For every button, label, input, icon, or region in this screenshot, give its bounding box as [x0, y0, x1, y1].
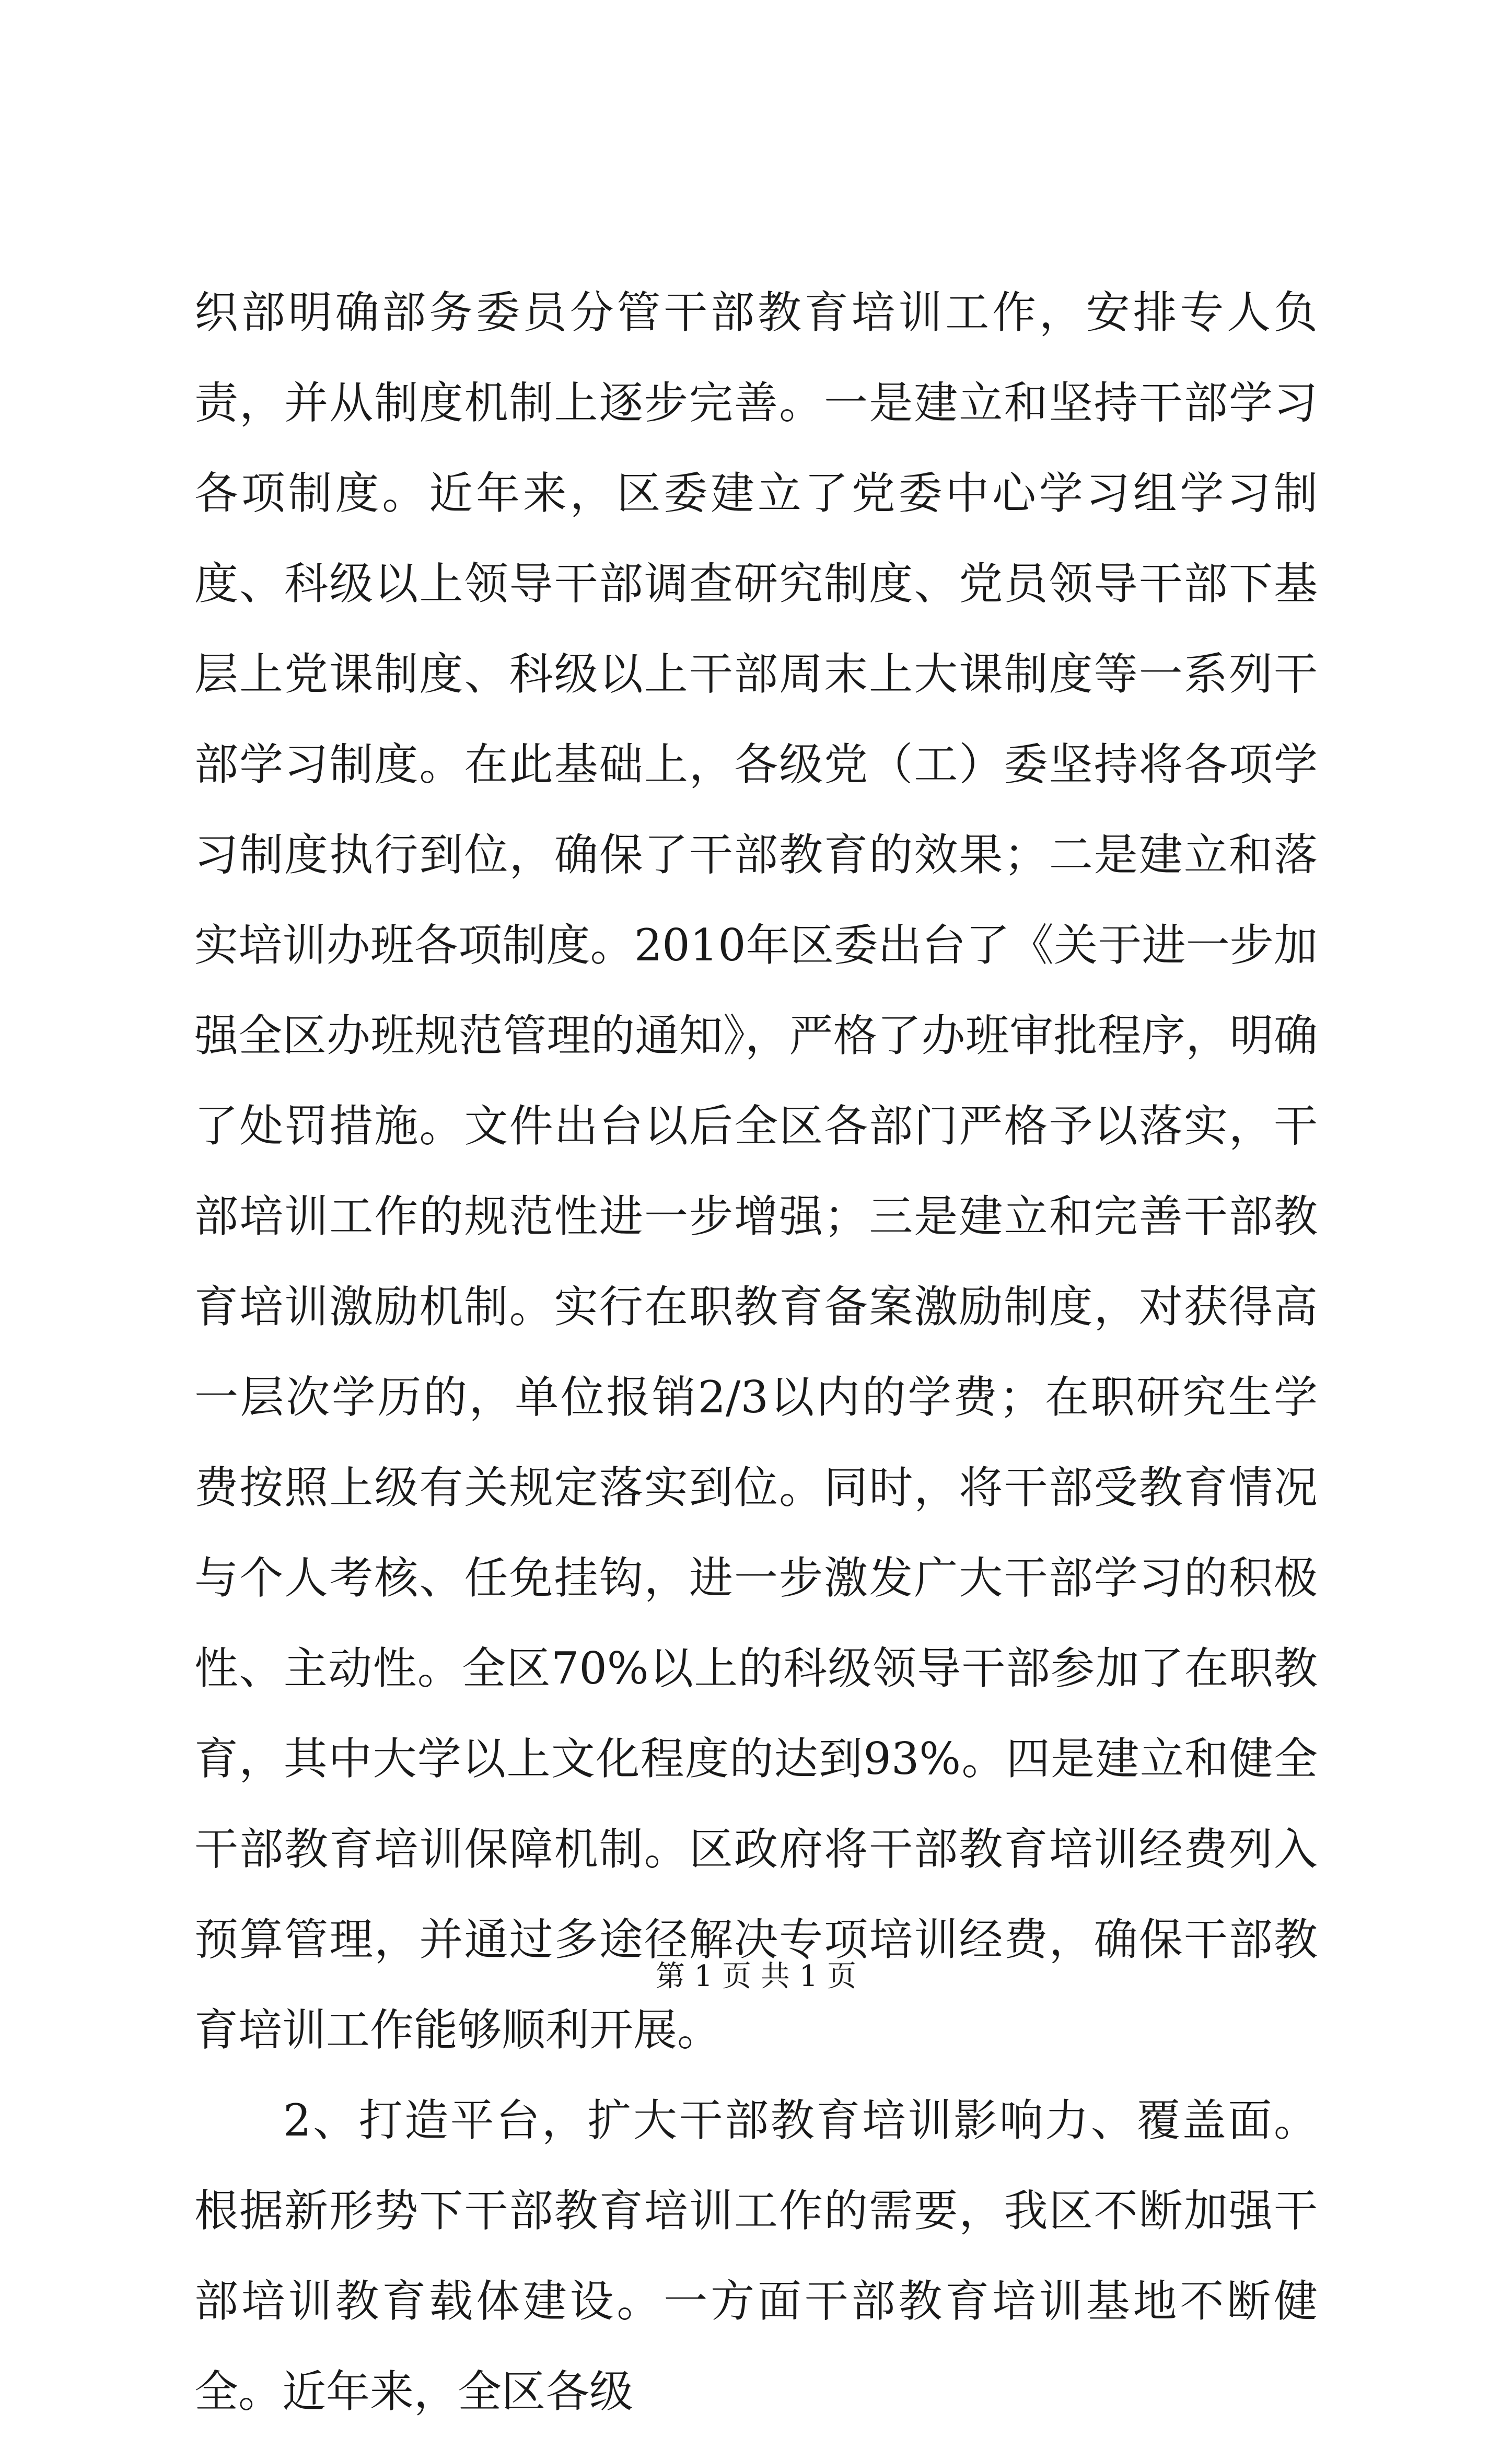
body-paragraph-2: 2、打造平台，扩大干部教育培训影响力、覆盖面。根据新形势下干部教育培训工作的需要，我区不断加强干部培训教育载体建设。一方面干部教育培训基地不断健全。近年来，全区各级 — [194, 2095, 1318, 2417]
document-body — [194, 268, 1318, 2437]
page-footer: 第 1 页 共 1 页 — [655, 1959, 857, 1993]
body-paragraph-1: 织部明确部务委员分管干部教育培训工作，安排专人负责，并从制度机制上逐步完善。一是建立和坚持干部学习各项制度。近年来，区委建立了党委中心学习组学习制度、科级以上领导干部调查研究制度、党员领导干部下基层上党课制度、科级以上干部周末上大课制度等一系列干部学习制度。在此基础上，各级党（工）委坚持将各项学习制度执行到位，确保了干部教育的效果；二是建立和落实培训办班各项制度。2010年区委出台了《关于进一步加强全区办班规范管理的通知》，严格了办班审批程序，明确了处罚措施。文件出台以后全区各部门严格予以落实，干部培训工作的规范性进一步增强；三是建立和完善干部教育培训激励机制。实行在职教育备案激励制度，对获得高一层次学历的，单位报销2/3以内的学费；在职研究生学费按照上级有关规定落实到位。同时，将干部受教育情况与个人考核、任免挂钩，进一步激发广大干部学习的积极性、主动性。全区70%以上的科级领导干部参加了在职教育，其中大学以上文化程度的达到93%。四是建立和健全干部教育培训保障机制。区政府将干部教育培训经费列入预算管理，并通过多途径解决专项培训经费，确保干部教育培训工作能够顺利开展。 — [194, 287, 1318, 2056]
